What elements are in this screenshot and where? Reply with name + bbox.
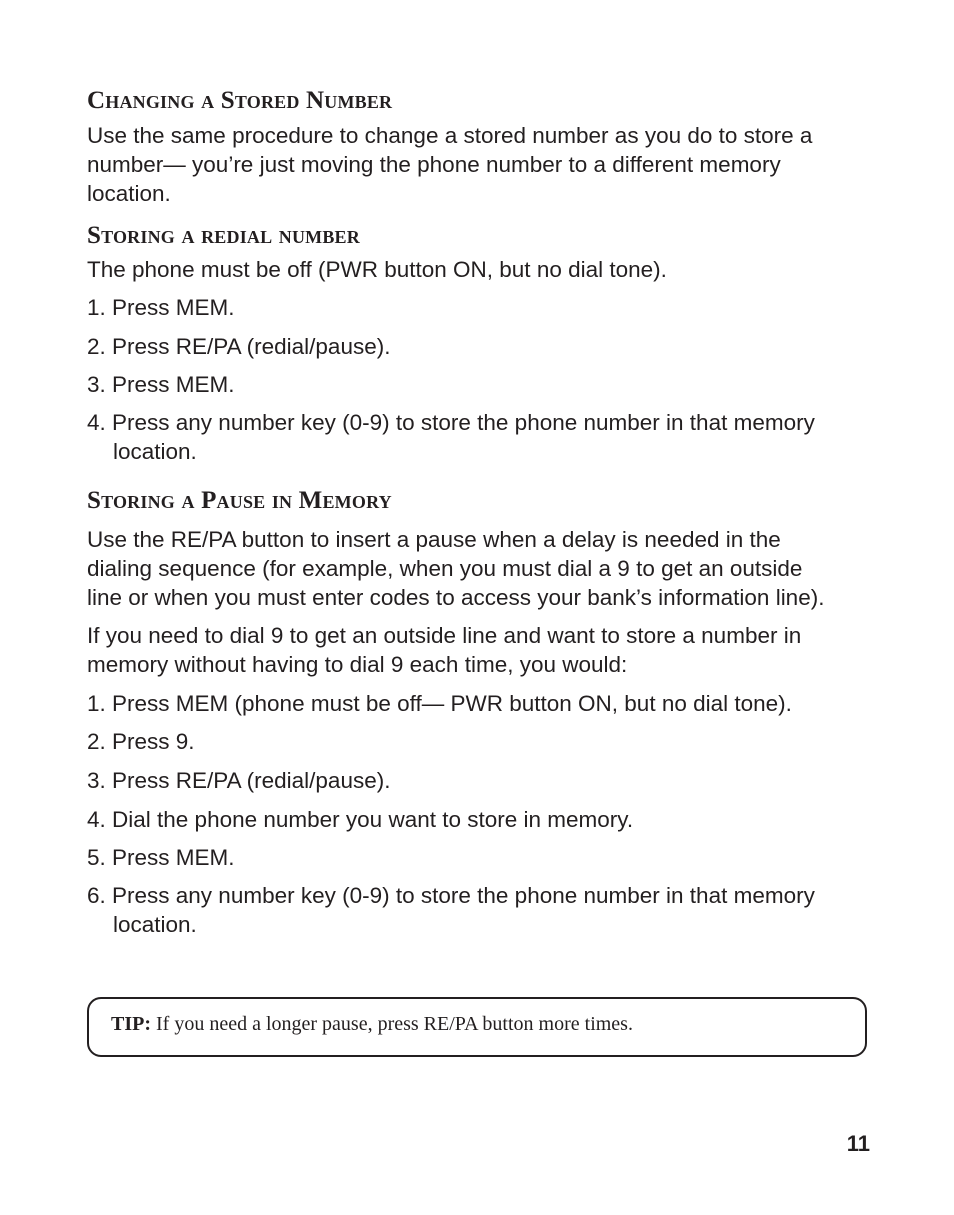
section-intro-redial: The phone must be off (PWR button ON, but no dial tone). bbox=[87, 257, 667, 282]
body-line: memory without having to dial 9 each time, you would: bbox=[87, 652, 628, 677]
redial-step-2: 2. Press RE/PA (redial/pause). bbox=[87, 334, 391, 359]
pause-step-5: 5. Press MEM. bbox=[87, 845, 235, 870]
step-text: 6. Press any number key (0-9) to store the phone number in that memory bbox=[87, 883, 815, 908]
body-line: Use the same procedure to change a stored number as you do to store a bbox=[87, 123, 813, 148]
step-text: 4. Press any number key (0-9) to store the phone number in that memory bbox=[87, 410, 815, 435]
section-body-pause-1 bbox=[87, 525, 824, 612]
section-heading-redial: Storing a redial number bbox=[87, 222, 360, 249]
pause-step-2: 2. Press 9. bbox=[87, 729, 195, 754]
pause-step-3: 3. Press RE/PA (redial/pause). bbox=[87, 768, 391, 793]
page-number: 11 bbox=[846, 1131, 870, 1156]
redial-step-1: 1. Press MEM. bbox=[87, 295, 235, 320]
pause-step-1: 1. Press MEM (phone must be off— PWR button ON, but no dial tone). bbox=[87, 691, 792, 716]
section-body-changing bbox=[87, 121, 812, 208]
tip-label: TIP: bbox=[111, 1013, 151, 1035]
tip-text bbox=[111, 1013, 633, 1036]
body-line: dialing sequence (for example, when you must dial a 9 to get an outside bbox=[87, 556, 803, 581]
step-continuation: location. bbox=[113, 439, 197, 464]
pause-step-6 bbox=[87, 881, 815, 939]
body-line: number— you’re just moving the phone number to a different memory bbox=[87, 152, 781, 177]
pause-step-4: 4. Dial the phone number you want to store in memory. bbox=[87, 807, 634, 832]
body-line: location. bbox=[87, 181, 171, 206]
section-heading-pause: Storing a Pause in Memory bbox=[87, 487, 392, 514]
section-body-pause-2 bbox=[87, 621, 801, 679]
tip-body: If you need a longer pause, press RE/PA button more times. bbox=[151, 1013, 633, 1035]
body-line: line or when you must enter codes to access your bank’s information line). bbox=[87, 585, 825, 610]
step-continuation: location. bbox=[113, 912, 197, 937]
body-line: If you need to dial 9 to get an outside line and want to store a number in bbox=[87, 623, 802, 648]
redial-step-4 bbox=[87, 408, 815, 466]
body-line: Use the RE/PA button to insert a pause when a delay is needed in the bbox=[87, 527, 781, 552]
section-heading-changing: Changing a Stored Number bbox=[87, 87, 393, 114]
redial-step-3: 3. Press MEM. bbox=[87, 372, 235, 397]
tip-box bbox=[87, 997, 867, 1057]
